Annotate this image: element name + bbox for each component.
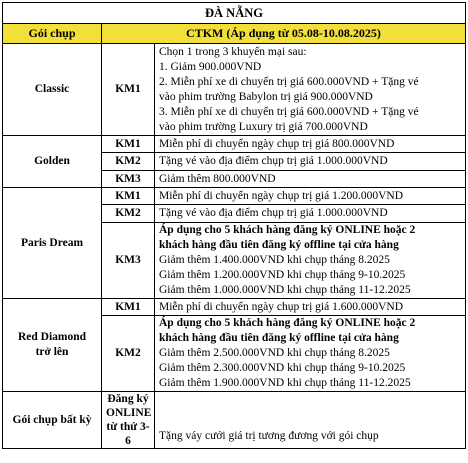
promo-line: Giảm thêm 1.000.000VND khi chụp tháng 11-12.2025 [159,284,411,296]
package-row [3,299,466,316]
promo-line: Chọn 1 trong 3 khuyến mại sau: [159,46,307,58]
promo-code: KM1 [102,188,155,205]
promo-code: KM2 [102,205,155,223]
promo-detail [155,44,466,136]
promo-line: Tặng váy cưới giá trị tương đương với gói chụp [159,430,379,442]
promo-line: Giảm thêm 1.200.000VND khi chụp tháng 9-10.2025 [159,269,406,281]
header-promo: CTKM (Áp dụng từ 05.08-10.08.2025) [102,24,466,44]
promo-table [2,2,466,449]
package-row [3,44,466,136]
promo-line: 3. Miễn phí xe di chuyển trị giá 600.000VND + Tặng vé [159,106,419,118]
promo-line: Miễn phí di chuyển ngày chụp trị giá 1.200.000VND [159,189,404,202]
promo-line: vào phim trường Luxury trị giá 700.000VND [159,121,368,133]
promo-detail [155,316,466,392]
promo-detail [155,392,466,449]
table-title: ĐÀ NẴNG [3,3,466,24]
header-package: Gói chụp [3,24,102,44]
promo-code: KM1 [102,44,155,136]
promo-detail [155,223,466,299]
promo-line: Miễn phí di chuyển ngày chụp trị giá 1.600.000VND [159,300,404,313]
promo-detail [155,153,466,171]
package-name-text: Golden [34,155,70,167]
promo-line: Giảm thêm 2.300.000VND khi chụp tháng 9-10.2025 [159,362,406,374]
promo-line: Giảm thêm 1.900.000VND khi chụp tháng 11-12.2025 [159,377,411,389]
promo-detail [155,136,466,153]
promo-code: KM2 [102,153,155,171]
promo-line: Giảm thêm 1.400.000VND khi chụp tháng 8.2025 [159,254,390,266]
title-row [3,3,466,24]
promo-detail [155,205,466,223]
promo-line: khách hàng đầu tiên đăng ký offline tại cửa hàng [159,239,399,251]
promo-line: 2. Miễn phí xe di chuyển trị giá 600.000VND + Tặng vé [159,76,419,88]
promo-line: Miễn phí di chuyển ngày chụp trị giá 800.000VND [159,137,395,150]
package-row [3,136,466,153]
promo-code: KM3 [102,171,155,188]
package-row [3,392,466,449]
package-name-text: Paris Dream [20,236,84,249]
promo-line: Tặng vé vào địa điểm chụp trị giá 1.000.000VND [159,155,388,167]
package-name-text: Red Diamond trở lên [17,331,87,358]
promo-detail [155,188,466,205]
promo-line: 1. Giảm 900.000VND [159,61,262,73]
package-name [3,136,102,188]
promo-code: KM1 [102,136,155,153]
promo-line: Áp dụng cho 5 khách hàng đăng ký ONLINE hoặc 2 [159,224,416,236]
package-name [3,188,102,299]
package-name-text: Classic [34,83,70,95]
promo-line: Giảm thêm 2.500.000VND khi chụp tháng 8.2025 [159,347,390,359]
promo-table-body [3,3,466,449]
promo-line: Giảm thêm 800.000VND [159,172,276,185]
promo-detail [155,299,466,316]
package-name-text: Gói chụp bất kỳ [12,413,92,426]
promo-code: KM3 [102,223,155,299]
package-name [3,299,102,392]
package-name [3,392,102,449]
promo-code: Đăng ký ONLINE từ thứ 3-6 [102,392,155,449]
package-name [3,44,102,136]
promo-code: KM1 [102,299,155,316]
promo-line: Áp dụng cho 5 khách hàng đăng ký ONLINE hoặc 2 [159,317,416,329]
package-row [3,188,466,205]
promo-line: khách hàng đầu tiên đăng ký offline tại cửa hàng [159,332,399,344]
header-row [3,24,466,44]
promo-detail [155,171,466,188]
promo-line: vào phim trường Babylon trị giá 900.000VND [159,91,373,103]
promo-line: Tặng vé vào địa điểm chụp trị giá 1.000.000VND [159,207,388,219]
promo-code: KM2 [102,316,155,392]
